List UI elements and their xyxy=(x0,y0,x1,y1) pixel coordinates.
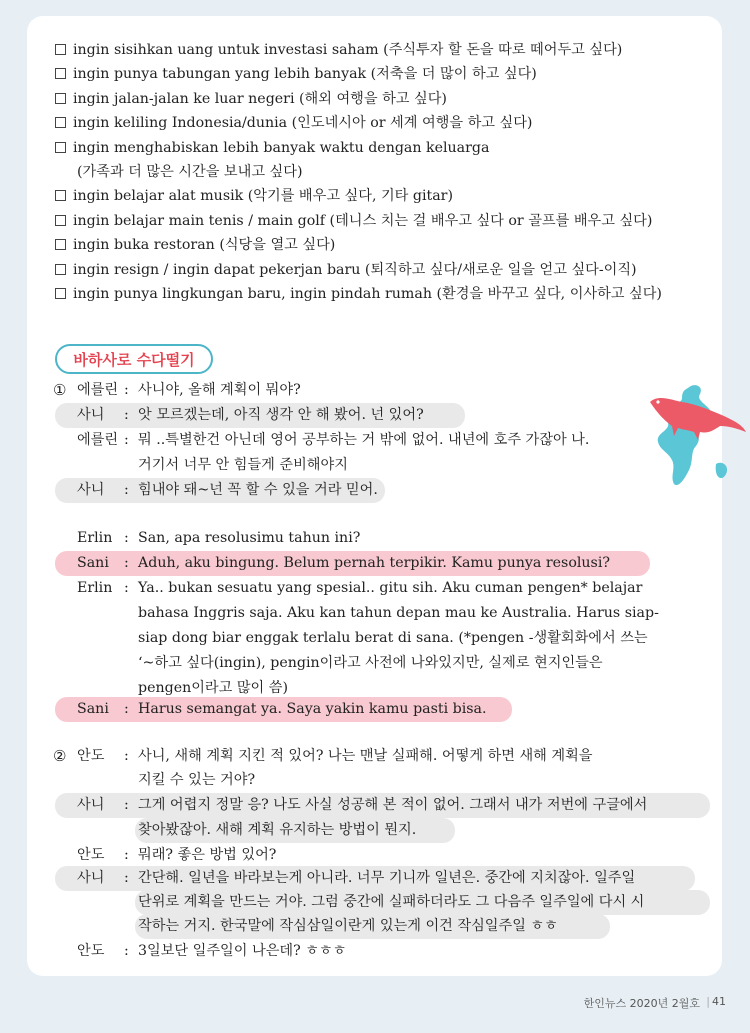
dialogue-line: 안도 : 뭐래? 좋은 방법 있어? xyxy=(0,843,750,868)
checkbox-icon[interactable] xyxy=(55,142,66,153)
checkbox-icon[interactable] xyxy=(55,190,66,201)
checklist-item[interactable]: ingin belajar alat musik (악기를 배우고 싶다, 기타 gitar) xyxy=(55,184,715,208)
utterance: 힘내야 돼~넌 꼭 할 수 있을 거라 믿어. xyxy=(138,482,378,498)
utterance-continuation: siap dong biar enggak terlalu berat di sana. (*pengen -생활회화에서 쓰는 xyxy=(138,630,648,646)
checklist-item-continuation: (가족과 더 많은 시간을 보내고 싶다) xyxy=(77,164,303,181)
dialogue-line: 안도 : 3일보단 일주일이 나은데? ㅎㅎㅎ xyxy=(0,939,750,964)
utterance: 뭐 ..특별한건 아닌데 영어 공부하는 거 밖에 없어. 내년에 호주 가잖아 나. xyxy=(138,432,590,448)
speaker: 안도 xyxy=(77,943,105,959)
dialogue-line: 에를린 : 사니야, 올해 계획이 뭐야? xyxy=(0,378,750,403)
dialogue-line xyxy=(135,890,710,915)
checklist-item[interactable]: ingin punya lingkungan baru, ingin pindah rumah (환경을 바꾸고 싶다, 이사하고 싶다) xyxy=(55,282,715,306)
utterance: Harus semangat ya. Saya yakin kamu pasti bisa. xyxy=(138,701,487,717)
checklist-item[interactable]: ingin resign / ingin dapat pekerjan baru (퇴직하고 싶다/새로운 일을 얻고 싶다-이직) xyxy=(55,258,715,282)
checkbox-icon[interactable] xyxy=(55,93,66,104)
utterance-continuation: 단위로 계획을 만드는 거야. 그럼 중간에 실패하더라도 그 다음주 일주일에 다시 시 xyxy=(138,894,645,910)
checklist-item[interactable]: ingin keliling Indonesia/dunia (인도네시아 or 세계 여행을 하고 싶다) xyxy=(55,111,715,135)
dialogue-line xyxy=(0,453,750,478)
resolution-checklist xyxy=(55,38,715,306)
checkbox-icon[interactable] xyxy=(55,68,66,79)
utterance-continuation: pengen이라고 많이 씀) xyxy=(138,680,289,696)
speaker: Erlin xyxy=(77,580,113,596)
dialogue-line xyxy=(0,626,750,651)
dialogue-line xyxy=(135,818,455,843)
checkbox-icon[interactable] xyxy=(55,264,66,275)
page-footer xyxy=(0,992,750,1012)
dialogue-line: 사니 : 힘내야 돼~넌 꼭 할 수 있을 거라 믿어. xyxy=(55,478,385,503)
utterance: 그게 어렵지 정말 응? 나도 사실 성공해 본 적이 없어. 그래서 내가 저번에 구글에서 xyxy=(138,797,648,813)
dialogue-line: 사니 : 간단해. 일년을 바라보는게 아니라. 너무 기니까 일년은. 중간에 지치잖아. 일주일 xyxy=(55,866,695,891)
checkbox-icon[interactable] xyxy=(55,215,66,226)
utterance: 앗 모르겠는데, 아직 생각 안 해 봤어. 넌 있어? xyxy=(138,407,424,423)
dialogue-line: 사니 : 그게 어렵지 정말 응? 나도 사실 성공해 본 적이 없어. 그래서 내가 저번에 구글에서 xyxy=(55,793,710,818)
issue-label: 한인뉴스 2020년 2월호 xyxy=(583,997,700,1010)
dialogue-line xyxy=(135,914,610,939)
utterance: Aduh, aku bingung. Belum pernah terpikir. Kamu punya resolusi? xyxy=(138,555,610,571)
utterance-continuation: ‘~하고 싶다(ingin), pengin이라고 사전에 나와있지만, 실제로 현지인들은 xyxy=(138,655,603,671)
utterance: San, apa resolusimu tahun ini? xyxy=(138,530,361,546)
dialogue-line: Sani : Aduh, aku bingung. Belum pernah terpikir. Kamu punya resolusi? xyxy=(55,551,650,576)
dialogue-line: Sani : Harus semangat ya. Saya yakin kamu pasti bisa. xyxy=(55,697,512,722)
checkbox-icon[interactable] xyxy=(55,288,66,299)
dialogue-number: ② xyxy=(53,747,67,765)
dialogue-number: ① xyxy=(53,381,67,399)
checkbox-icon[interactable] xyxy=(55,117,66,128)
dialogue-line: Erlin : Ya.. bukan sesuatu yang spesial.. gitu sih. Aku cuman pengen* belajar xyxy=(0,576,750,601)
dialogue-line xyxy=(0,651,750,676)
dialogue-line: 에를린 : 뭐 ..특별한건 아닌데 영어 공부하는 거 밖에 없어. 내년에 호주 가잖아 나. xyxy=(0,428,750,453)
utterance-continuation: 작하는 거지. 한국말에 작심삼일이란게 있는게 이건 작심일주일 ㅎㅎ xyxy=(138,918,558,934)
dialogue-line xyxy=(0,768,750,793)
checklist-item[interactable]: ingin punya tabungan yang lebih banyak (저축을 더 많이 하고 싶다) xyxy=(55,62,715,86)
speaker: 에를린 xyxy=(77,382,119,398)
dialogue-line: 사니 : 앗 모르겠는데, 아직 생각 안 해 봤어. 넌 있어? xyxy=(55,403,465,428)
speaker: 사니 xyxy=(77,797,105,813)
dialogue-line: 안도 : 사니, 새해 계획 지킨 적 있어? 나는 맨날 실패해. 어떻게 하면 새해 계획을 xyxy=(0,744,750,769)
speaker: 사니 xyxy=(77,482,105,498)
utterance: 3일보단 일주일이 나은데? ㅎㅎㅎ xyxy=(138,943,347,959)
speaker: 안도 xyxy=(77,847,105,863)
dialogue-line: Erlin : San, apa resolusimu tahun ini? xyxy=(0,526,750,551)
page-number: 41 xyxy=(712,995,726,1008)
speaker: 에를린 xyxy=(77,432,119,448)
utterance-continuation: 찾아봤잖아. 새해 계획 유지하는 방법이 뭔지. xyxy=(138,822,417,838)
utterance: 간단해. 일년을 바라보는게 아니라. 너무 기니까 일년은. 중간에 지치잖아. 일주일 xyxy=(138,870,636,886)
speaker: Sani xyxy=(77,555,109,571)
speaker: 사니 xyxy=(77,870,105,886)
utterance: 뭐래? 좋은 방법 있어? xyxy=(138,847,277,863)
dialogue-line xyxy=(0,601,750,626)
checkbox-icon[interactable] xyxy=(55,44,66,55)
utterance-continuation: bahasa Inggris saja. Aku kan tahun depan mau ke Australia. Harus siap- xyxy=(138,605,659,621)
checklist-item[interactable]: ingin sisihkan uang untuk investasi saham (주식투자 할 돈을 따로 떼어두고 싶다) xyxy=(55,38,715,62)
speaker: 사니 xyxy=(77,407,105,423)
utterance: 사니야, 올해 계획이 뭐야? xyxy=(138,382,301,398)
checklist-item[interactable]: ingin buka restoran (식당을 열고 싶다) xyxy=(55,233,715,257)
section-title: 바하사로 수다떨기 xyxy=(55,344,213,374)
speaker: 안도 xyxy=(77,748,105,764)
checklist-item[interactable]: ingin menghabiskan lebih banyak waktu dengan keluarga (가족과 더 많은 시간을 보내고 싶다) xyxy=(55,136,715,185)
checkbox-icon[interactable] xyxy=(55,239,66,250)
checklist-item[interactable]: ingin belajar main tenis / main golf (테니스 치는 걸 배우고 싶다 or 골프를 배우고 싶다) xyxy=(55,209,715,233)
footer-separator: | xyxy=(706,995,710,1008)
utterance: 사니, 새해 계획 지킨 적 있어? 나는 맨날 실패해. 어떻게 하면 새해 계획을 xyxy=(138,748,593,764)
speaker: Erlin xyxy=(77,530,113,546)
utterance: Ya.. bukan sesuatu yang spesial.. gitu sih. Aku cuman pengen* belajar xyxy=(138,580,643,596)
utterance-continuation: 거기서 너무 안 힘들게 준비해야지 xyxy=(138,457,348,473)
checklist-item[interactable]: ingin jalan-jalan ke luar negeri (해외 여행을 하고 싶다) xyxy=(55,87,715,111)
speaker: Sani xyxy=(77,701,109,717)
utterance-continuation: 지킬 수 있는 거야? xyxy=(138,772,256,788)
